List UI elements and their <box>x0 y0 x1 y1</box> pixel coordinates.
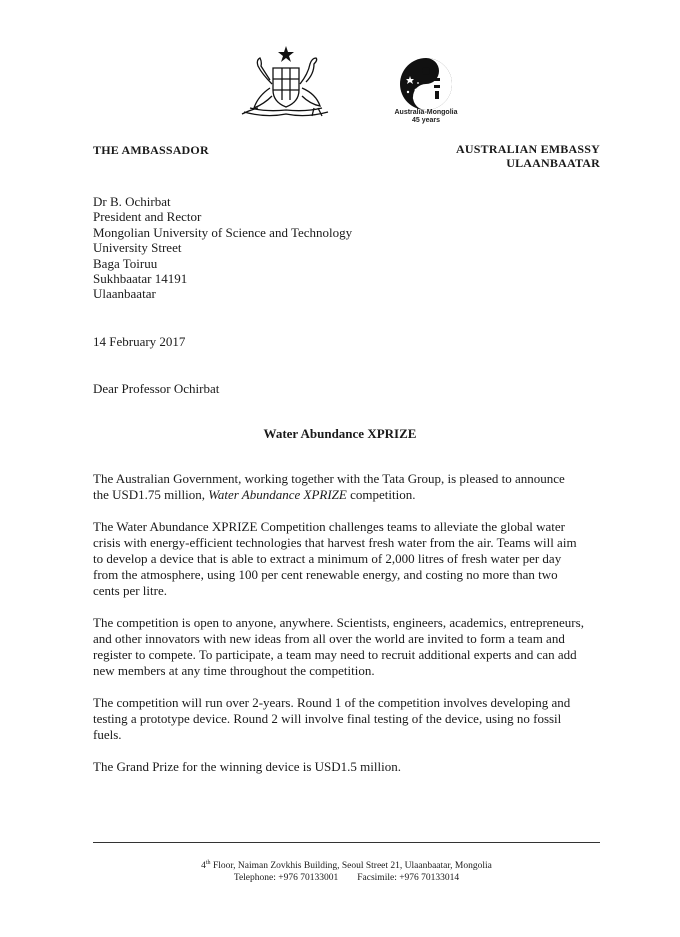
paragraph-line <box>93 487 613 503</box>
recipient-city: Ulaanbaatar <box>93 286 156 302</box>
footer-address <box>93 857 600 872</box>
paragraph-4 <box>93 695 613 743</box>
recipient-address <box>93 194 352 302</box>
paragraph-line: The Water Abundance XPRIZE Competition challenges teams to alleviate the global water <box>93 519 565 534</box>
paragraph-line: The competition will run over 2-years. Round 1 of the competition involves developing and <box>93 695 571 710</box>
paragraph-line: testing a prototype device. Round 2 will involve final testing of the device, using no fossil <box>93 711 562 726</box>
recipient-institution: Mongolian University of Science and Technology <box>93 224 353 240</box>
footer-divider <box>93 842 600 843</box>
paragraph-line: to develop a device that is able to extract a minimum of 2,000 litres of fresh water per day <box>93 551 562 566</box>
competition-name-italic: Water Abundance XPRIZE <box>208 487 347 502</box>
sender-title: THE AMBASSADOR <box>93 143 209 157</box>
embassy-name: AUSTRALIAN EMBASSY <box>456 142 600 156</box>
paragraph-5 <box>93 759 613 775</box>
telephone: Telephone: +976 70133001 <box>233 873 339 884</box>
address-text: Floor, Naiman Zovkhis Building, Seoul Street 21, Ulaanbaatar, Mongolia <box>210 861 492 872</box>
letter-date: 14 February 2017 <box>93 334 186 349</box>
letter-subject: Water Abundance XPRIZE <box>263 426 417 441</box>
paragraph-line: new members at any time throughout the competition. <box>93 663 375 678</box>
paragraph-line: from the atmosphere, using 100 per cent renewable energy, and costing no more than two <box>93 567 558 582</box>
recipient-name: Dr B. Ochirbat <box>93 194 171 209</box>
paragraph-1 <box>93 471 613 503</box>
paragraph-line: cents per litre. <box>93 583 167 598</box>
letter-body <box>93 471 613 791</box>
sender-organisation <box>430 142 600 170</box>
footer-phones <box>93 872 600 884</box>
footer-contact <box>93 857 600 884</box>
recipient-district: Sukhbaatar 14191 <box>93 271 188 287</box>
paragraph-line: The competition is open to anyone, anywhere. Scientists, engineers, academics, entrepreneurs, <box>93 615 584 630</box>
floor-suffix: th <box>205 860 211 866</box>
paragraph-line: fuels. <box>93 727 122 742</box>
recipient-area: Baga Toiruu <box>93 255 158 271</box>
anniversary-caption <box>388 109 464 125</box>
recipient-street: University Street <box>93 240 182 256</box>
facsimile: Facsimile: +976 70133014 <box>357 873 460 884</box>
text-run: competition. <box>346 487 416 502</box>
anniversary-line-1: Australia-Mongolia <box>394 109 458 116</box>
coat-of-arms-logo <box>236 44 336 122</box>
text-run: the USD1.75 million, <box>93 487 209 502</box>
paragraph-line: register to compete. To participate, a team may need to recruit additional experts and can add <box>93 647 577 662</box>
embassy-city: ULAANBAATAR <box>506 156 600 170</box>
paragraph-2 <box>93 519 613 599</box>
salutation: Dear Professor Ochirbat <box>93 381 220 396</box>
paragraph-line: and other innovators with new ideas from all over the world are invited to form a team and <box>93 631 565 646</box>
paragraph-3 <box>93 615 613 679</box>
paragraph-line: The Australian Government, working together with the Tata Group, is pleased to announce <box>93 471 565 486</box>
recipient-position: President and Rector <box>93 209 202 225</box>
anniversary-line-2: 45 years <box>411 117 441 124</box>
floor-number: 4 <box>201 861 206 872</box>
paragraph-line: The Grand Prize for the winning device is USD1.5 million. <box>93 759 401 774</box>
paragraph-line: crisis with energy-efficient technologies that harvest fresh water from the air. Teams will aim <box>93 535 577 550</box>
